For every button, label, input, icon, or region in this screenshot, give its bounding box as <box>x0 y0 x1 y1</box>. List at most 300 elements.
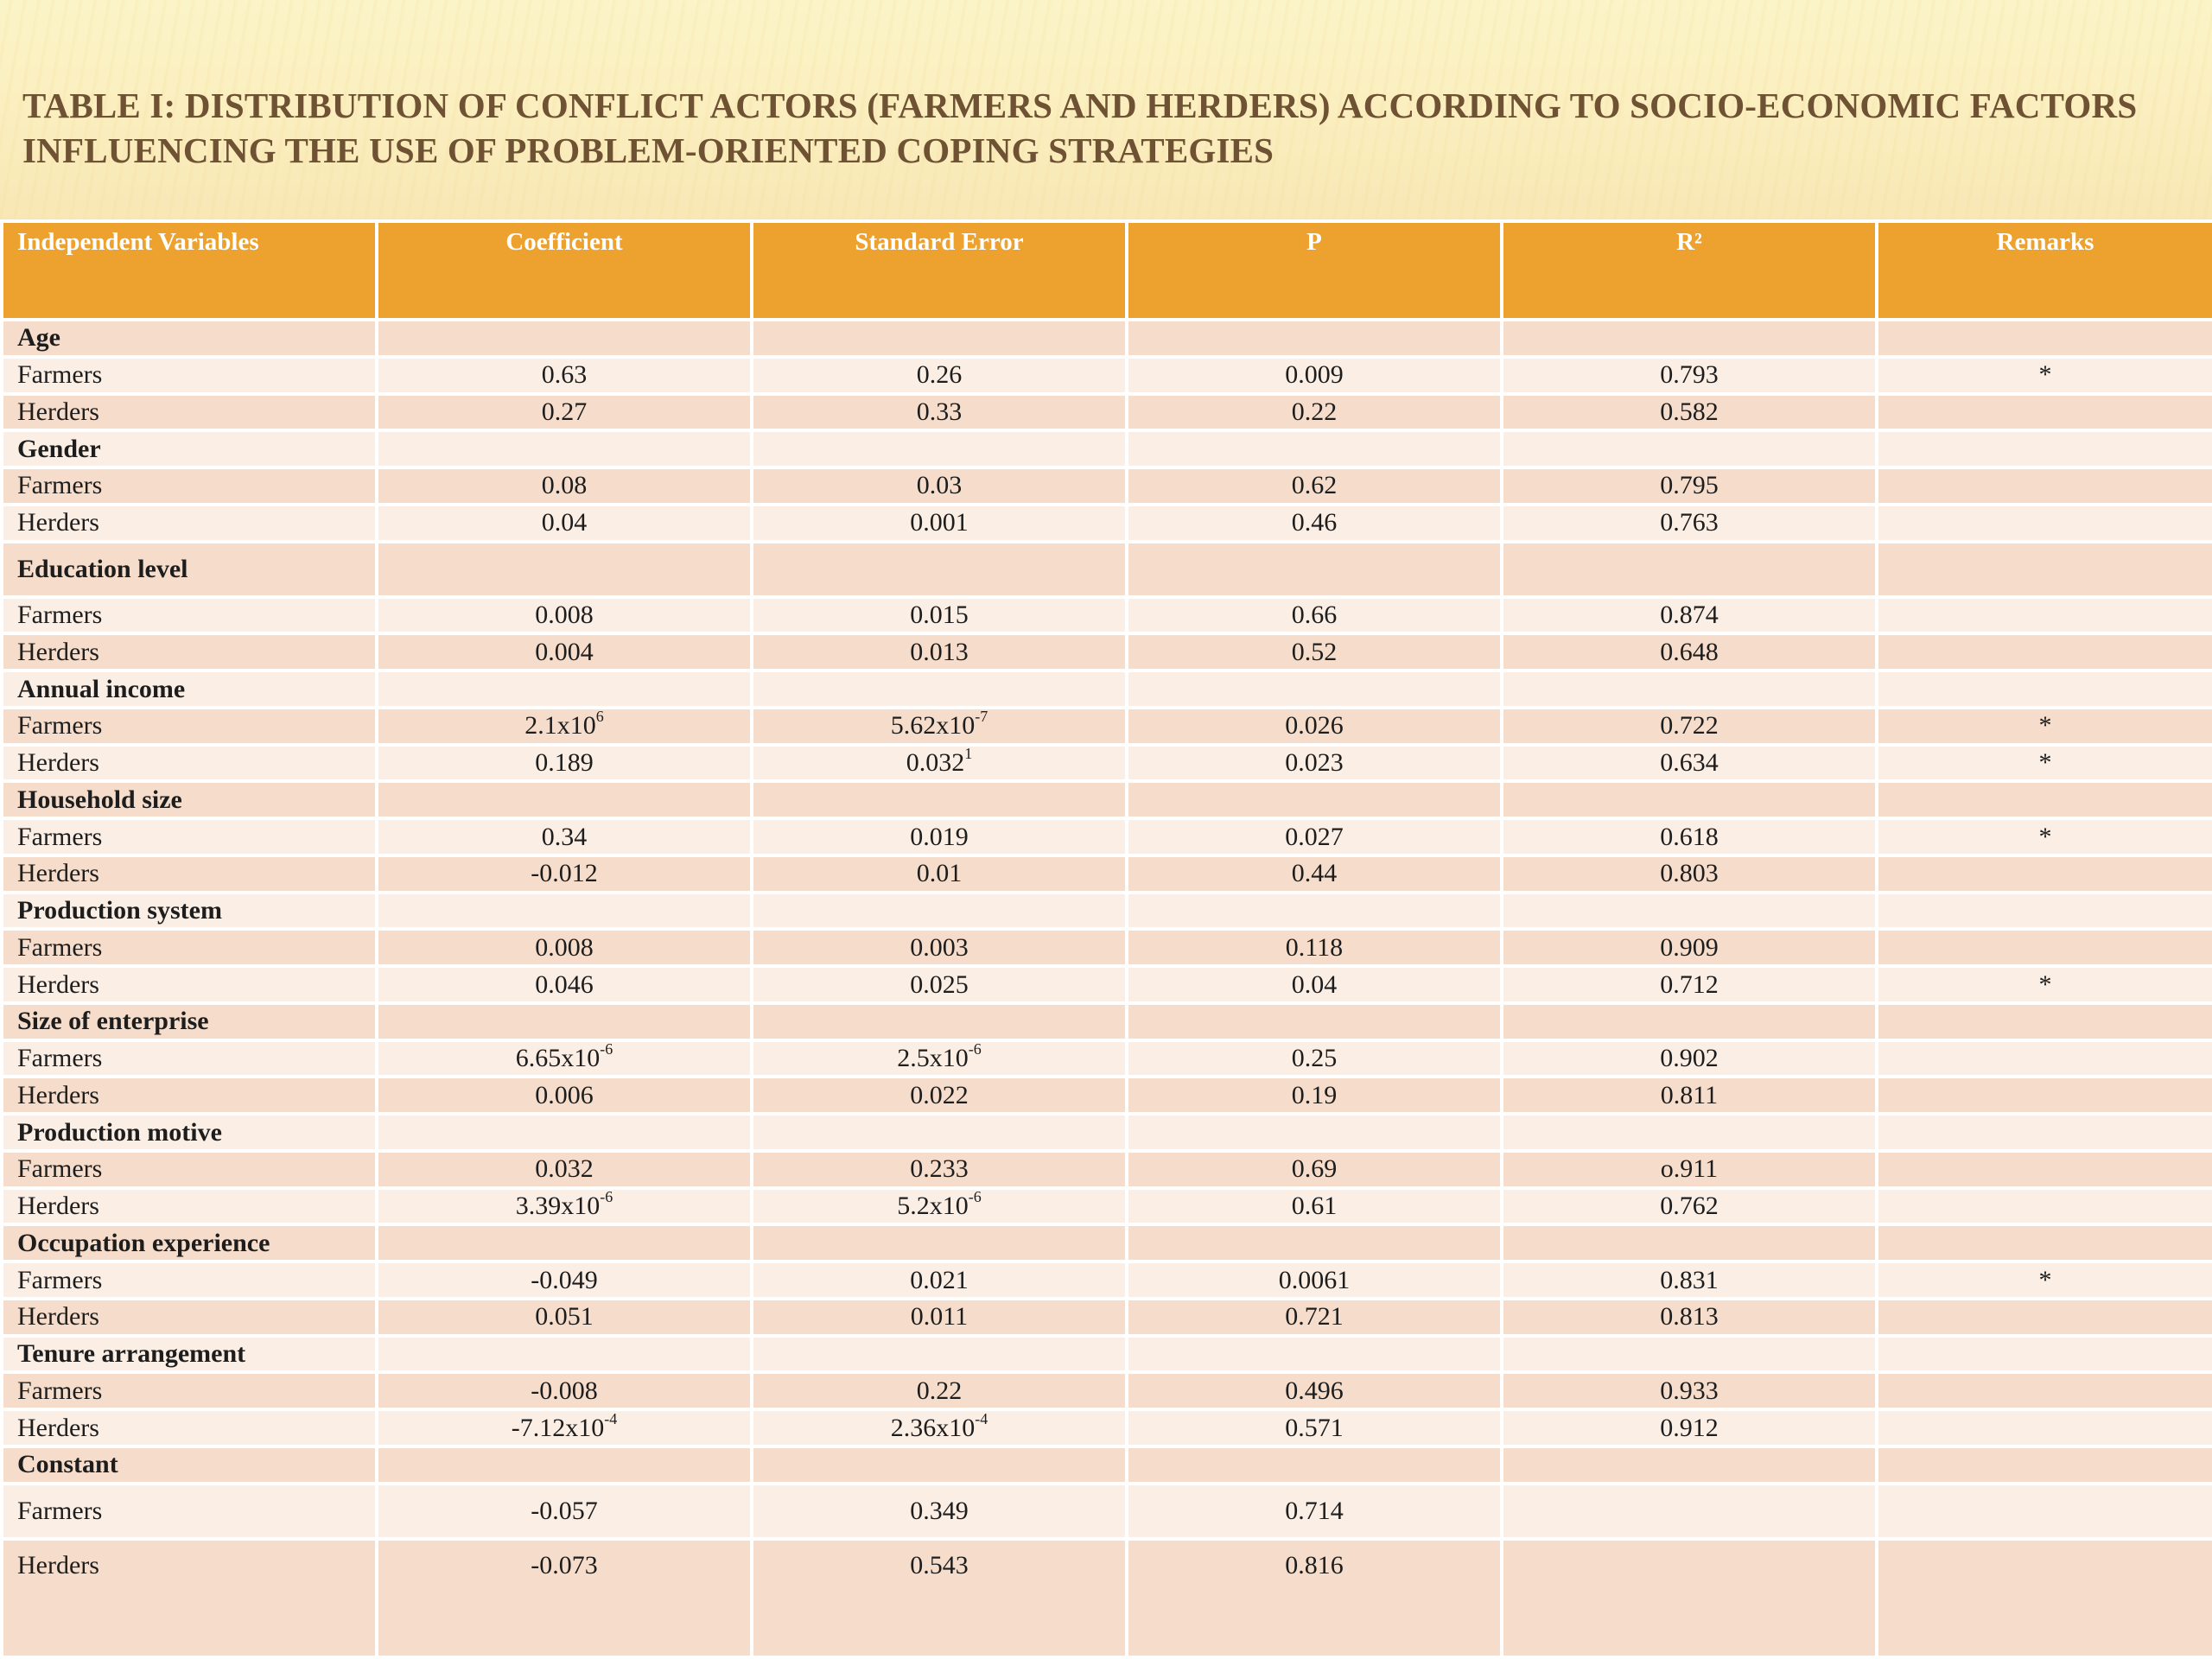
row-label-value: Farmers <box>17 711 103 741</box>
r-squared-cell-value: 0.793 <box>1660 360 1719 390</box>
p-value-cell <box>1127 966 1502 1003</box>
standard-error-cell-value: 0.021 <box>910 1265 969 1294</box>
coefficient-cell <box>377 1446 752 1484</box>
table-row <box>2 1077 2212 1114</box>
coefficient-cell <box>377 633 752 671</box>
row-label <box>2 1409 377 1446</box>
coefficient-cell <box>377 1262 752 1299</box>
coefficient-cell-value: 0.006 <box>535 1080 594 1109</box>
standard-error-cell <box>752 671 1127 708</box>
row-label-value: Herders <box>17 1302 99 1332</box>
r-squared-cell-value: 0.762 <box>1660 1192 1719 1221</box>
p-value-cell <box>1127 1003 1502 1040</box>
standard-error-cell-value: 5.2x10 <box>897 1192 969 1221</box>
remarks-cell <box>1877 633 2212 671</box>
remarks-cell <box>1877 1409 2212 1446</box>
remarks-cell <box>1877 542 2212 597</box>
coefficient-cell <box>377 818 752 855</box>
standard-error-cell <box>752 1077 1127 1114</box>
r-squared-cell-value: 0.722 <box>1660 711 1719 741</box>
r-squared-cell <box>1502 633 1877 671</box>
row-label-value: Farmers <box>17 822 103 851</box>
row-label <box>2 1299 377 1336</box>
row-label <box>2 597 377 634</box>
table-group-row <box>2 1224 2212 1262</box>
row-label <box>2 1539 377 1657</box>
row-label <box>2 1151 377 1188</box>
standard-error-cell-exponent: -6 <box>968 1188 982 1206</box>
coefficient-cell-value: -0.049 <box>531 1265 598 1294</box>
coefficient-cell-exponent: 6 <box>595 708 604 726</box>
p-value-cell-value: 0.0061 <box>1278 1265 1351 1294</box>
coefficient-cell <box>377 855 752 893</box>
table-row <box>2 633 2212 671</box>
group-label-value: Annual income <box>17 674 186 703</box>
standard-error-cell <box>752 467 1127 505</box>
standard-error-cell <box>752 818 1127 855</box>
column-header-coefficient: Coefficient <box>377 221 752 320</box>
coefficient-cell <box>377 893 752 930</box>
group-label <box>2 542 377 597</box>
remarks-cell <box>1877 708 2212 745</box>
remarks-cell <box>1877 745 2212 782</box>
row-label-value: Farmers <box>17 1496 103 1525</box>
remarks-cell <box>1877 1003 2212 1040</box>
remarks-cell <box>1877 1151 2212 1188</box>
coefficient-cell <box>377 781 752 818</box>
coefficient-cell <box>377 745 752 782</box>
p-value-cell <box>1127 708 1502 745</box>
standard-error-cell-value: 0.019 <box>910 822 969 851</box>
p-value-cell <box>1127 929 1502 966</box>
p-value-cell-value: 0.69 <box>1291 1154 1338 1184</box>
r-squared-cell-value: 0.813 <box>1660 1302 1719 1332</box>
r-squared-cell <box>1502 1040 1877 1077</box>
p-value-cell <box>1127 1262 1502 1299</box>
row-label <box>2 818 377 855</box>
r-squared-cell-value: 0.831 <box>1660 1265 1719 1294</box>
coefficient-cell <box>377 1224 752 1262</box>
remarks-cell <box>1877 357 2212 394</box>
standard-error-cell <box>752 357 1127 394</box>
standard-error-cell <box>752 929 1127 966</box>
r-squared-cell <box>1502 1409 1877 1446</box>
standard-error-cell-value: 0.349 <box>910 1496 969 1525</box>
table-row <box>2 1372 2212 1409</box>
remarks-cell <box>1877 430 2212 467</box>
p-value-cell <box>1127 1224 1502 1262</box>
table-group-row <box>2 671 2212 708</box>
r-squared-cell-value: 0.874 <box>1660 601 1719 630</box>
r-squared-cell <box>1502 1151 1877 1188</box>
standard-error-cell <box>752 1484 1127 1539</box>
r-squared-cell <box>1502 893 1877 930</box>
r-squared-cell <box>1502 1114 1877 1151</box>
row-label <box>2 1372 377 1409</box>
row-label <box>2 633 377 671</box>
row-label <box>2 1040 377 1077</box>
coefficient-cell-value: -0.057 <box>531 1496 598 1525</box>
p-value-cell <box>1127 1151 1502 1188</box>
r-squared-cell-value: 0.803 <box>1660 859 1719 888</box>
p-value-cell <box>1127 855 1502 893</box>
coefficient-cell <box>377 597 752 634</box>
table-row <box>2 966 2212 1003</box>
r-squared-cell-value: 0.811 <box>1660 1080 1719 1109</box>
slide-title: TABLE I: DISTRIBUTION OF CONFLICT ACTORS (FARMERS AND HERDERS) ACCORDING TO SOCIO-ECONOMIC FACTORS INFLUENCING THE USE OF PROBLEM-ORIENTED COPING STRATEGIES <box>22 86 2138 170</box>
r-squared-cell-value: 0.912 <box>1660 1413 1719 1442</box>
remarks-cell <box>1877 505 2212 542</box>
p-value-cell-value: 0.026 <box>1285 711 1344 741</box>
r-squared-cell-value: 0.909 <box>1660 932 1719 962</box>
standard-error-cell <box>752 1262 1127 1299</box>
standard-error-cell <box>752 1003 1127 1040</box>
p-value-cell <box>1127 597 1502 634</box>
row-label-value: Herders <box>17 1192 99 1221</box>
standard-error-cell-value: 0.001 <box>910 508 969 537</box>
table-row <box>2 1262 2212 1299</box>
r-squared-cell <box>1502 818 1877 855</box>
coefficient-cell-value: 0.04 <box>541 508 588 537</box>
coefficient-cell-value: 0.189 <box>535 748 594 778</box>
standard-error-cell <box>752 745 1127 782</box>
coefficient-cell-value: -0.008 <box>531 1376 598 1405</box>
r-squared-cell-value: 0.582 <box>1660 397 1719 426</box>
coefficient-cell <box>377 1114 752 1151</box>
remarks-cell <box>1877 781 2212 818</box>
row-label-value: Farmers <box>17 1265 103 1294</box>
row-label-value: Farmers <box>17 601 103 630</box>
row-label <box>2 708 377 745</box>
coefficient-cell-value: 6.65x10 <box>515 1044 601 1073</box>
p-value-cell-value: 0.19 <box>1291 1080 1338 1109</box>
r-squared-cell <box>1502 320 1877 357</box>
remarks-cell <box>1877 818 2212 855</box>
coefficient-cell <box>377 505 752 542</box>
standard-error-cell <box>752 1409 1127 1446</box>
table-group-row <box>2 542 2212 597</box>
row-label-value: Farmers <box>17 360 103 390</box>
table-group-row <box>2 893 2212 930</box>
table-row <box>2 1040 2212 1077</box>
remarks-cell <box>1877 1299 2212 1336</box>
r-squared-cell <box>1502 745 1877 782</box>
coefficient-cell <box>377 1040 752 1077</box>
coefficient-cell <box>377 357 752 394</box>
p-value-cell-value: 0.027 <box>1285 822 1344 851</box>
regression-table <box>0 219 2212 1659</box>
group-label-value: Age <box>17 323 60 353</box>
r-squared-cell <box>1502 708 1877 745</box>
group-label <box>2 320 377 357</box>
group-label <box>2 781 377 818</box>
p-value-cell <box>1127 430 1502 467</box>
table-header <box>2 221 2212 320</box>
remarks-cell <box>1877 1262 2212 1299</box>
coefficient-cell <box>377 1003 752 1040</box>
table-group-row <box>2 1003 2212 1040</box>
row-label <box>2 929 377 966</box>
row-label <box>2 505 377 542</box>
remarks-cell <box>1877 394 2212 431</box>
p-value-cell <box>1127 1539 1502 1657</box>
p-value-cell-value: 0.571 <box>1285 1413 1344 1442</box>
standard-error-cell-exponent: -4 <box>975 1409 988 1427</box>
row-label-value: Herders <box>17 397 99 426</box>
p-value-cell <box>1127 781 1502 818</box>
coefficient-cell-value: 0.008 <box>535 601 594 630</box>
coefficient-cell <box>377 929 752 966</box>
p-value-cell <box>1127 1484 1502 1539</box>
coefficient-cell-value: 0.08 <box>541 471 588 500</box>
coefficient-cell-value: 2.1x10 <box>524 711 596 741</box>
coefficient-cell-value: 0.63 <box>541 360 588 390</box>
r-squared-cell <box>1502 1372 1877 1409</box>
r-squared-cell <box>1502 542 1877 597</box>
coefficient-cell-value: -0.073 <box>531 1550 598 1580</box>
r-squared-cell-value: o.911 <box>1660 1154 1719 1184</box>
standard-error-cell-value: 0.233 <box>910 1154 969 1184</box>
standard-error-cell <box>752 430 1127 467</box>
standard-error-cell-value: 0.003 <box>910 932 969 962</box>
p-value-cell <box>1127 320 1502 357</box>
group-label-value: Size of enterprise <box>17 1007 209 1036</box>
column-header-remarks: Remarks <box>1877 221 2212 320</box>
p-value-cell <box>1127 745 1502 782</box>
standard-error-cell <box>752 1372 1127 1409</box>
row-label <box>2 394 377 431</box>
group-label-value: Tenure arrangement <box>17 1339 246 1369</box>
row-label <box>2 1077 377 1114</box>
coefficient-cell <box>377 1372 752 1409</box>
p-value-cell-value: 0.22 <box>1291 397 1338 426</box>
group-label <box>2 671 377 708</box>
row-label-value: Herders <box>17 748 99 778</box>
header-row <box>2 221 2212 320</box>
r-squared-cell-value: 0.634 <box>1660 748 1719 778</box>
remarks-cell <box>1877 1484 2212 1539</box>
standard-error-cell <box>752 633 1127 671</box>
table-row <box>2 1539 2212 1657</box>
r-squared-cell <box>1502 597 1877 634</box>
r-squared-cell <box>1502 1446 1877 1484</box>
r-squared-cell <box>1502 1188 1877 1225</box>
coefficient-cell-value: -0.012 <box>531 859 598 888</box>
p-value-cell <box>1127 1188 1502 1225</box>
remarks-cell <box>1877 1446 2212 1484</box>
row-label-value: Farmers <box>17 932 103 962</box>
coefficient-cell <box>377 467 752 505</box>
group-label-value: Production motive <box>17 1117 222 1147</box>
row-label-value: Herders <box>17 859 99 888</box>
r-squared-cell <box>1502 781 1877 818</box>
standard-error-cell-value: 0.013 <box>910 637 969 666</box>
r-squared-cell-value: 0.795 <box>1660 471 1719 500</box>
table-group-row <box>2 1336 2212 1373</box>
column-header-standard-error: Standard Error <box>752 221 1127 320</box>
row-label <box>2 1262 377 1299</box>
p-value-cell <box>1127 1372 1502 1409</box>
remarks-cell <box>1877 1336 2212 1373</box>
group-label-value: Production system <box>17 896 222 925</box>
row-label-value: Herders <box>17 508 99 537</box>
r-squared-cell-value: 0.618 <box>1660 822 1719 851</box>
coefficient-cell-value: 3.39x10 <box>515 1192 601 1221</box>
standard-error-cell <box>752 542 1127 597</box>
row-label <box>2 357 377 394</box>
table-row <box>2 1151 2212 1188</box>
standard-error-cell <box>752 1114 1127 1151</box>
row-label-value: Herders <box>17 1413 99 1442</box>
table-row <box>2 357 2212 394</box>
row-label <box>2 855 377 893</box>
p-value-cell-value: 0.46 <box>1291 508 1338 537</box>
row-label-value: Herders <box>17 1080 99 1109</box>
p-value-cell-value: 0.496 <box>1285 1376 1344 1405</box>
standard-error-cell-value: 5.62x10 <box>890 711 976 741</box>
p-value-cell <box>1127 893 1502 930</box>
table-row <box>2 1409 2212 1446</box>
r-squared-cell <box>1502 671 1877 708</box>
r-squared-cell <box>1502 1299 1877 1336</box>
remarks-cell <box>1877 966 2212 1003</box>
row-label-value: Farmers <box>17 1044 103 1073</box>
slide-header <box>0 0 2212 220</box>
group-label <box>2 1446 377 1484</box>
coefficient-cell-value: 0.046 <box>535 969 594 999</box>
table-row <box>2 1188 2212 1225</box>
row-label-value: Herders <box>17 969 99 999</box>
coefficient-cell <box>377 1188 752 1225</box>
coefficient-cell <box>377 671 752 708</box>
standard-error-cell <box>752 893 1127 930</box>
remarks-cell <box>1877 671 2212 708</box>
group-label-value: Household size <box>17 785 182 814</box>
standard-error-cell-value: 0.032 <box>906 748 965 778</box>
r-squared-cell <box>1502 1484 1877 1539</box>
table-row <box>2 394 2212 431</box>
group-label <box>2 1224 377 1262</box>
table-container <box>0 219 2212 1659</box>
coefficient-cell <box>377 1539 752 1657</box>
coefficient-cell <box>377 1151 752 1188</box>
coefficient-cell <box>377 542 752 597</box>
standard-error-cell <box>752 1336 1127 1373</box>
coefficient-cell-exponent: -4 <box>604 1409 618 1427</box>
row-label-value: Farmers <box>17 1154 103 1184</box>
p-value-cell-value: 0.66 <box>1291 601 1338 630</box>
remarks-cell <box>1877 320 2212 357</box>
row-label <box>2 1484 377 1539</box>
p-value-cell-value: 0.52 <box>1291 637 1338 666</box>
p-value-cell <box>1127 1299 1502 1336</box>
remarks-cell-value: * <box>2038 822 2052 851</box>
p-value-cell-value: 0.118 <box>1285 932 1344 962</box>
remarks-cell <box>1877 1114 2212 1151</box>
table-row <box>2 505 2212 542</box>
standard-error-cell-value: 0.025 <box>910 969 969 999</box>
standard-error-cell <box>752 1299 1127 1336</box>
r-squared-cell <box>1502 467 1877 505</box>
standard-error-cell <box>752 1446 1127 1484</box>
standard-error-cell <box>752 394 1127 431</box>
coefficient-cell <box>377 1409 752 1446</box>
r-squared-cell <box>1502 430 1877 467</box>
coefficient-cell <box>377 320 752 357</box>
p-value-cell <box>1127 633 1502 671</box>
table-group-row <box>2 1114 2212 1151</box>
standard-error-cell <box>752 1539 1127 1657</box>
standard-error-cell-value: 2.5x10 <box>897 1044 969 1073</box>
r-squared-cell-value: 0.933 <box>1660 1376 1719 1405</box>
r-squared-cell <box>1502 966 1877 1003</box>
r-squared-cell-value: 0.712 <box>1660 969 1719 999</box>
standard-error-cell-value: 0.01 <box>916 859 963 888</box>
standard-error-cell-value: 0.33 <box>916 397 963 426</box>
r-squared-cell-value: 0.902 <box>1660 1044 1719 1073</box>
coefficient-cell <box>377 708 752 745</box>
p-value-cell-value: 0.25 <box>1291 1044 1338 1073</box>
standard-error-cell <box>752 505 1127 542</box>
coefficient-cell <box>377 1077 752 1114</box>
coefficient-cell-exponent: -6 <box>600 1040 613 1058</box>
standard-error-cell <box>752 1188 1127 1225</box>
standard-error-cell <box>752 966 1127 1003</box>
remarks-cell <box>1877 855 2212 893</box>
r-squared-cell-value: 0.763 <box>1660 508 1719 537</box>
r-squared-cell-value: 0.648 <box>1660 637 1719 666</box>
group-label-value: Gender <box>17 434 101 463</box>
table-group-row <box>2 1446 2212 1484</box>
standard-error-cell <box>752 781 1127 818</box>
table-row <box>2 929 2212 966</box>
remarks-cell <box>1877 1372 2212 1409</box>
r-squared-cell <box>1502 929 1877 966</box>
table-row <box>2 745 2212 782</box>
p-value-cell <box>1127 1077 1502 1114</box>
p-value-cell-value: 0.61 <box>1291 1192 1338 1221</box>
coefficient-cell-value: 0.27 <box>541 397 588 426</box>
p-value-cell-value: 0.816 <box>1285 1550 1344 1580</box>
standard-error-cell-value: 0.22 <box>916 1376 963 1405</box>
column-header-independent-variables: Independent Variables <box>2 221 377 320</box>
remarks-cell <box>1877 467 2212 505</box>
row-label-value: Farmers <box>17 471 103 500</box>
remarks-cell <box>1877 893 2212 930</box>
coefficient-cell-value: 0.004 <box>535 637 594 666</box>
remarks-cell <box>1877 929 2212 966</box>
r-squared-cell <box>1502 1224 1877 1262</box>
row-label-value: Herders <box>17 637 99 666</box>
row-label <box>2 467 377 505</box>
coefficient-cell <box>377 430 752 467</box>
p-value-cell <box>1127 818 1502 855</box>
p-value-cell <box>1127 671 1502 708</box>
p-value-cell <box>1127 1040 1502 1077</box>
remarks-cell <box>1877 1040 2212 1077</box>
remarks-cell-value: * <box>2038 711 2052 741</box>
remarks-cell-value: * <box>2038 748 2052 778</box>
p-value-cell <box>1127 1446 1502 1484</box>
group-label-value: Occupation experience <box>17 1228 270 1257</box>
row-label <box>2 745 377 782</box>
group-label <box>2 893 377 930</box>
table-row <box>2 467 2212 505</box>
row-label-value: Farmers <box>17 1376 103 1405</box>
table-row <box>2 855 2212 893</box>
group-label-value: Education level <box>17 554 188 583</box>
r-squared-cell <box>1502 1077 1877 1114</box>
